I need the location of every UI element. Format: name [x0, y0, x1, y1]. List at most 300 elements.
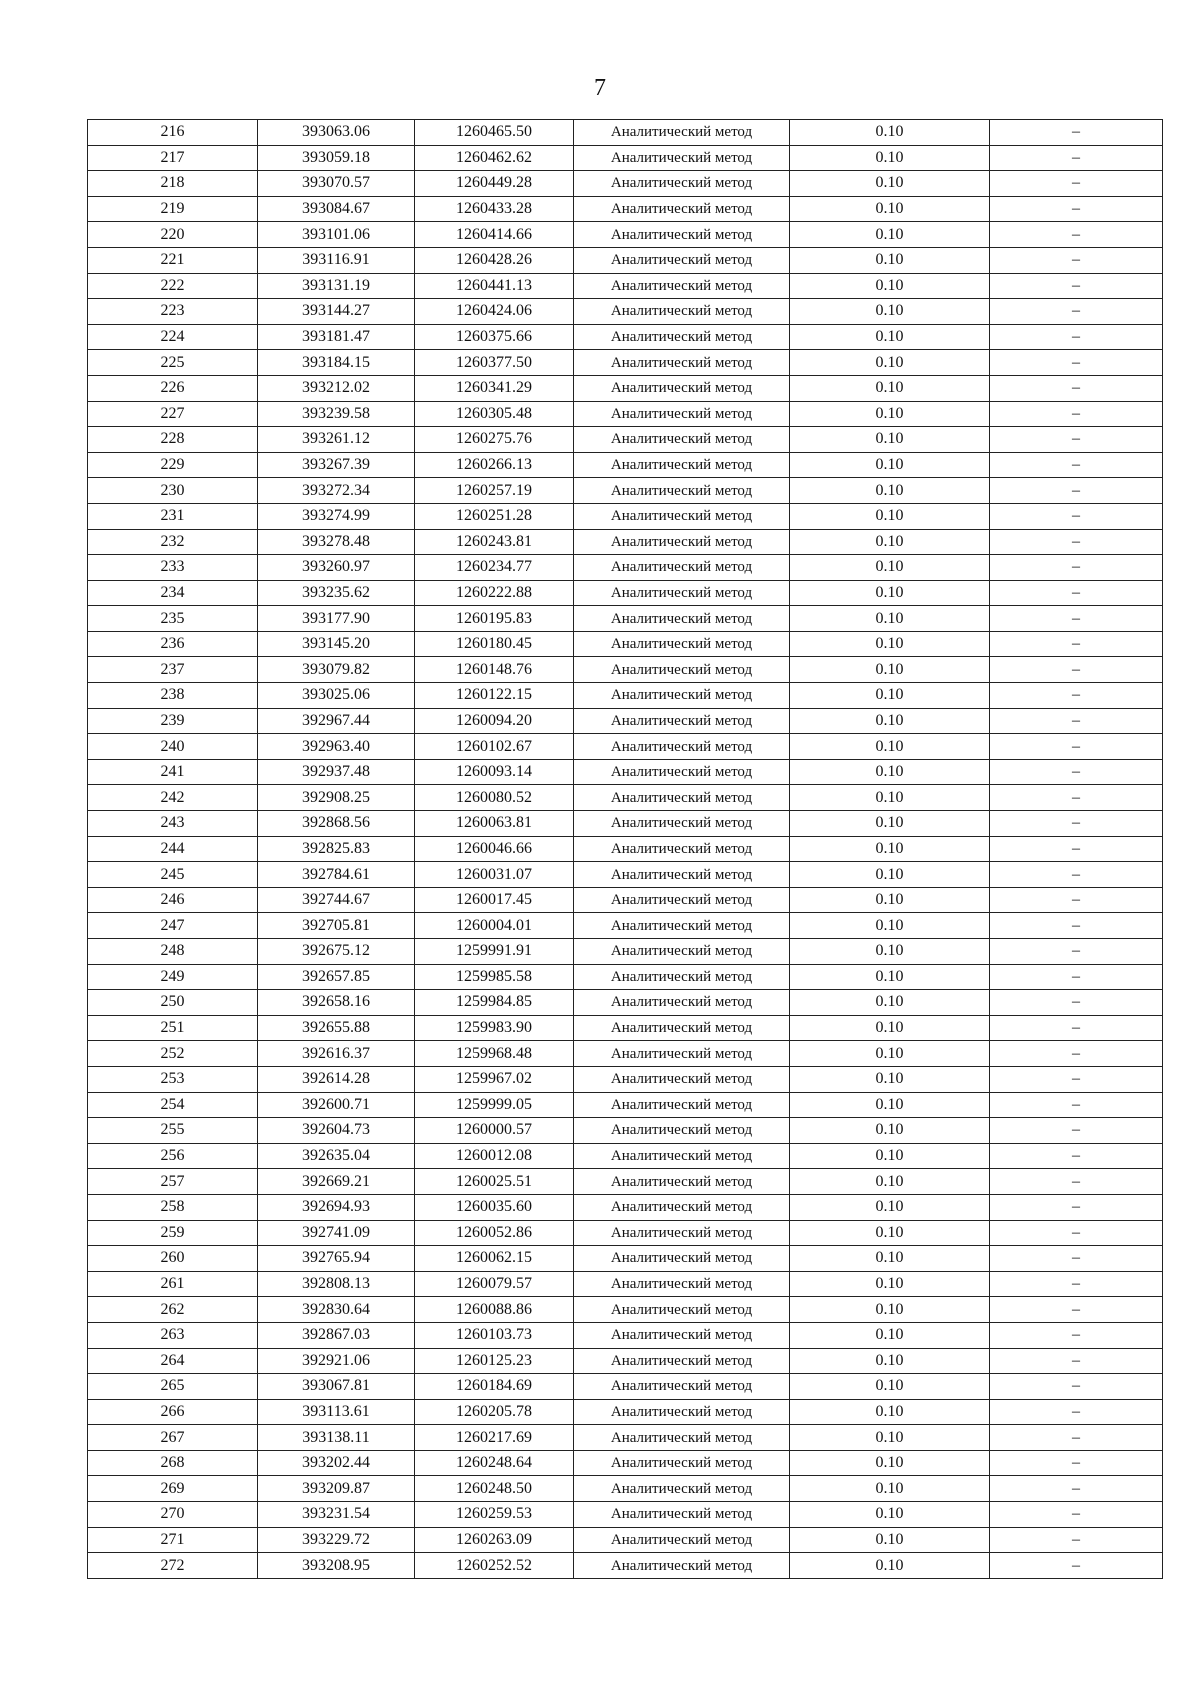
y-coordinate-cell: 1260025.51: [415, 1169, 574, 1195]
method-cell: Аналитический метод: [574, 734, 790, 760]
method-cell: Аналитический метод: [574, 1066, 790, 1092]
method-cell: Аналитический метод: [574, 120, 790, 146]
point-number-cell: 238: [88, 683, 258, 709]
accuracy-cell: 0.10: [790, 401, 990, 427]
table-row: [88, 913, 1163, 939]
table-row: [88, 171, 1163, 197]
method-cell: Аналитический метод: [574, 1322, 790, 1348]
x-coordinate-cell: 392600.71: [258, 1092, 415, 1118]
x-coordinate-cell: 392635.04: [258, 1143, 415, 1169]
accuracy-cell: 0.10: [790, 1374, 990, 1400]
x-coordinate-cell: 393059.18: [258, 145, 415, 171]
y-coordinate-cell: 1259968.48: [415, 1041, 574, 1067]
y-coordinate-cell: 1260341.29: [415, 375, 574, 401]
x-coordinate-cell: 393229.72: [258, 1527, 415, 1553]
method-cell: Аналитический метод: [574, 1143, 790, 1169]
y-coordinate-cell: 1260125.23: [415, 1348, 574, 1374]
point-number-cell: 243: [88, 811, 258, 837]
method-cell: Аналитический метод: [574, 1502, 790, 1528]
y-coordinate-cell: 1260031.07: [415, 862, 574, 888]
point-number-cell: 236: [88, 631, 258, 657]
x-coordinate-cell: 393239.58: [258, 401, 415, 427]
x-coordinate-cell: 392658.16: [258, 990, 415, 1016]
method-cell: Аналитический метод: [574, 1092, 790, 1118]
table-row: [88, 631, 1163, 657]
y-coordinate-cell: 1260441.13: [415, 273, 574, 299]
table-row: [88, 657, 1163, 683]
table-row: [88, 939, 1163, 965]
point-number-cell: 225: [88, 350, 258, 376]
table-row: [88, 1118, 1163, 1144]
accuracy-cell: 0.10: [790, 375, 990, 401]
table-row: [88, 299, 1163, 325]
point-number-cell: 229: [88, 452, 258, 478]
note-cell: –: [990, 836, 1163, 862]
method-cell: Аналитический метод: [574, 1527, 790, 1553]
point-number-cell: 267: [88, 1425, 258, 1451]
accuracy-cell: 0.10: [790, 503, 990, 529]
table-row: [88, 1476, 1163, 1502]
table-row: [88, 555, 1163, 581]
method-cell: Аналитический метод: [574, 196, 790, 222]
method-cell: Аналитический метод: [574, 1246, 790, 1272]
y-coordinate-cell: 1260088.86: [415, 1297, 574, 1323]
method-cell: Аналитический метод: [574, 631, 790, 657]
accuracy-cell: 0.10: [790, 1118, 990, 1144]
y-coordinate-cell: 1260000.57: [415, 1118, 574, 1144]
x-coordinate-cell: 393101.06: [258, 222, 415, 248]
point-number-cell: 233: [88, 555, 258, 581]
accuracy-cell: 0.10: [790, 452, 990, 478]
point-number-cell: 263: [88, 1322, 258, 1348]
accuracy-cell: 0.10: [790, 1527, 990, 1553]
accuracy-cell: 0.10: [790, 887, 990, 913]
method-cell: Аналитический метод: [574, 606, 790, 632]
point-number-cell: 266: [88, 1399, 258, 1425]
table-row: [88, 1143, 1163, 1169]
note-cell: –: [990, 1322, 1163, 1348]
method-cell: Аналитический метод: [574, 1169, 790, 1195]
method-cell: Аналитический метод: [574, 1118, 790, 1144]
note-cell: –: [990, 1220, 1163, 1246]
method-cell: Аналитический метод: [574, 555, 790, 581]
point-number-cell: 222: [88, 273, 258, 299]
y-coordinate-cell: 1260195.83: [415, 606, 574, 632]
method-cell: Аналитический метод: [574, 1348, 790, 1374]
point-number-cell: 241: [88, 759, 258, 785]
method-cell: Аналитический метод: [574, 708, 790, 734]
y-coordinate-cell: 1260243.81: [415, 529, 574, 555]
y-coordinate-cell: 1260093.14: [415, 759, 574, 785]
accuracy-cell: 0.10: [790, 1348, 990, 1374]
accuracy-cell: 0.10: [790, 1553, 990, 1579]
point-number-cell: 220: [88, 222, 258, 248]
x-coordinate-cell: 392741.09: [258, 1220, 415, 1246]
method-cell: Аналитический метод: [574, 990, 790, 1016]
accuracy-cell: 0.10: [790, 657, 990, 683]
y-coordinate-cell: 1260103.73: [415, 1322, 574, 1348]
x-coordinate-cell: 393231.54: [258, 1502, 415, 1528]
x-coordinate-cell: 392808.13: [258, 1271, 415, 1297]
point-number-cell: 261: [88, 1271, 258, 1297]
method-cell: Аналитический метод: [574, 1041, 790, 1067]
x-coordinate-cell: 393260.97: [258, 555, 415, 581]
x-coordinate-cell: 393063.06: [258, 120, 415, 146]
table-row: [88, 1297, 1163, 1323]
method-cell: Аналитический метод: [574, 1450, 790, 1476]
method-cell: Аналитический метод: [574, 427, 790, 453]
y-coordinate-cell: 1260248.64: [415, 1450, 574, 1476]
x-coordinate-cell: 392937.48: [258, 759, 415, 785]
x-coordinate-cell: 392867.03: [258, 1322, 415, 1348]
accuracy-cell: 0.10: [790, 1169, 990, 1195]
x-coordinate-cell: 392868.56: [258, 811, 415, 837]
table-row: [88, 836, 1163, 862]
accuracy-cell: 0.10: [790, 913, 990, 939]
y-coordinate-cell: 1260222.88: [415, 580, 574, 606]
point-number-cell: 258: [88, 1194, 258, 1220]
note-cell: –: [990, 1015, 1163, 1041]
table-row: [88, 1220, 1163, 1246]
note-cell: –: [990, 734, 1163, 760]
method-cell: Аналитический метод: [574, 145, 790, 171]
x-coordinate-cell: 392604.73: [258, 1118, 415, 1144]
x-coordinate-cell: 393079.82: [258, 657, 415, 683]
method-cell: Аналитический метод: [574, 913, 790, 939]
x-coordinate-cell: 392963.40: [258, 734, 415, 760]
x-coordinate-cell: 392694.93: [258, 1194, 415, 1220]
point-number-cell: 221: [88, 247, 258, 273]
method-cell: Аналитический метод: [574, 171, 790, 197]
method-cell: Аналитический метод: [574, 222, 790, 248]
x-coordinate-cell: 393025.06: [258, 683, 415, 709]
x-coordinate-cell: 393267.39: [258, 452, 415, 478]
accuracy-cell: 0.10: [790, 529, 990, 555]
note-cell: –: [990, 1092, 1163, 1118]
note-cell: –: [990, 375, 1163, 401]
accuracy-cell: 0.10: [790, 1502, 990, 1528]
y-coordinate-cell: 1260465.50: [415, 120, 574, 146]
y-coordinate-cell: 1260252.52: [415, 1553, 574, 1579]
table-row: [88, 1374, 1163, 1400]
method-cell: Аналитический метод: [574, 1015, 790, 1041]
method-cell: Аналитический метод: [574, 1476, 790, 1502]
x-coordinate-cell: 393131.19: [258, 273, 415, 299]
table-row: [88, 1322, 1163, 1348]
note-cell: –: [990, 299, 1163, 325]
y-coordinate-cell: 1260377.50: [415, 350, 574, 376]
x-coordinate-cell: 393144.27: [258, 299, 415, 325]
note-cell: –: [990, 964, 1163, 990]
table-row: [88, 1502, 1163, 1528]
point-number-cell: 271: [88, 1527, 258, 1553]
point-number-cell: 219: [88, 196, 258, 222]
point-number-cell: 259: [88, 1220, 258, 1246]
accuracy-cell: 0.10: [790, 683, 990, 709]
method-cell: Аналитический метод: [574, 299, 790, 325]
x-coordinate-cell: 392967.44: [258, 708, 415, 734]
point-number-cell: 230: [88, 478, 258, 504]
point-number-cell: 257: [88, 1169, 258, 1195]
y-coordinate-cell: 1260263.09: [415, 1527, 574, 1553]
note-cell: –: [990, 273, 1163, 299]
accuracy-cell: 0.10: [790, 299, 990, 325]
accuracy-cell: 0.10: [790, 1476, 990, 1502]
accuracy-cell: 0.10: [790, 1297, 990, 1323]
x-coordinate-cell: 392908.25: [258, 785, 415, 811]
method-cell: Аналитический метод: [574, 478, 790, 504]
method-cell: Аналитический метод: [574, 1374, 790, 1400]
y-coordinate-cell: 1260102.67: [415, 734, 574, 760]
x-coordinate-cell: 392614.28: [258, 1066, 415, 1092]
table-row: [88, 1194, 1163, 1220]
y-coordinate-cell: 1259999.05: [415, 1092, 574, 1118]
note-cell: –: [990, 1527, 1163, 1553]
y-coordinate-cell: 1260094.20: [415, 708, 574, 734]
note-cell: –: [990, 1348, 1163, 1374]
accuracy-cell: 0.10: [790, 1092, 990, 1118]
x-coordinate-cell: 393138.11: [258, 1425, 415, 1451]
x-coordinate-cell: 393181.47: [258, 324, 415, 350]
y-coordinate-cell: 1260046.66: [415, 836, 574, 862]
note-cell: –: [990, 1374, 1163, 1400]
method-cell: Аналитический метод: [574, 862, 790, 888]
point-number-cell: 242: [88, 785, 258, 811]
point-number-cell: 253: [88, 1066, 258, 1092]
table-row: [88, 222, 1163, 248]
y-coordinate-cell: 1260234.77: [415, 555, 574, 581]
table-row: [88, 350, 1163, 376]
y-coordinate-cell: 1260433.28: [415, 196, 574, 222]
accuracy-cell: 0.10: [790, 247, 990, 273]
method-cell: Аналитический метод: [574, 503, 790, 529]
table-row: [88, 1169, 1163, 1195]
note-cell: –: [990, 580, 1163, 606]
method-cell: Аналитический метод: [574, 1194, 790, 1220]
point-number-cell: 265: [88, 1374, 258, 1400]
method-cell: Аналитический метод: [574, 657, 790, 683]
accuracy-cell: 0.10: [790, 580, 990, 606]
point-number-cell: 227: [88, 401, 258, 427]
accuracy-cell: 0.10: [790, 222, 990, 248]
table-row: [88, 529, 1163, 555]
y-coordinate-cell: 1260275.76: [415, 427, 574, 453]
note-cell: –: [990, 631, 1163, 657]
x-coordinate-cell: 392830.64: [258, 1297, 415, 1323]
note-cell: –: [990, 1066, 1163, 1092]
y-coordinate-cell: 1260122.15: [415, 683, 574, 709]
point-number-cell: 272: [88, 1553, 258, 1579]
point-number-cell: 231: [88, 503, 258, 529]
accuracy-cell: 0.10: [790, 478, 990, 504]
x-coordinate-cell: 392657.85: [258, 964, 415, 990]
note-cell: –: [990, 120, 1163, 146]
accuracy-cell: 0.10: [790, 1041, 990, 1067]
table-row: [88, 1015, 1163, 1041]
y-coordinate-cell: 1260248.50: [415, 1476, 574, 1502]
table-row: [88, 452, 1163, 478]
accuracy-cell: 0.10: [790, 273, 990, 299]
note-cell: –: [990, 759, 1163, 785]
note-cell: –: [990, 1246, 1163, 1272]
y-coordinate-cell: 1260063.81: [415, 811, 574, 837]
point-number-cell: 270: [88, 1502, 258, 1528]
table-row: [88, 683, 1163, 709]
table-row: [88, 1271, 1163, 1297]
method-cell: Аналитический метод: [574, 785, 790, 811]
method-cell: Аналитический метод: [574, 683, 790, 709]
table-row: [88, 120, 1163, 146]
point-number-cell: 235: [88, 606, 258, 632]
table-row: [88, 1092, 1163, 1118]
table-row: [88, 1066, 1163, 1092]
table-row: [88, 1553, 1163, 1579]
table-row: [88, 196, 1163, 222]
point-number-cell: 217: [88, 145, 258, 171]
y-coordinate-cell: 1260017.45: [415, 887, 574, 913]
y-coordinate-cell: 1260462.62: [415, 145, 574, 171]
accuracy-cell: 0.10: [790, 1066, 990, 1092]
method-cell: Аналитический метод: [574, 375, 790, 401]
method-cell: Аналитический метод: [574, 964, 790, 990]
table-row: [88, 478, 1163, 504]
note-cell: –: [990, 683, 1163, 709]
note-cell: –: [990, 1399, 1163, 1425]
point-number-cell: 262: [88, 1297, 258, 1323]
accuracy-cell: 0.10: [790, 1399, 990, 1425]
accuracy-cell: 0.10: [790, 427, 990, 453]
x-coordinate-cell: 392825.83: [258, 836, 415, 862]
note-cell: –: [990, 1476, 1163, 1502]
x-coordinate-cell: 392744.67: [258, 887, 415, 913]
accuracy-cell: 0.10: [790, 990, 990, 1016]
note-cell: –: [990, 1271, 1163, 1297]
accuracy-cell: 0.10: [790, 939, 990, 965]
table-row: [88, 145, 1163, 171]
accuracy-cell: 0.10: [790, 1143, 990, 1169]
accuracy-cell: 0.10: [790, 1425, 990, 1451]
method-cell: Аналитический метод: [574, 1425, 790, 1451]
note-cell: –: [990, 1041, 1163, 1067]
method-cell: Аналитический метод: [574, 1399, 790, 1425]
note-cell: –: [990, 196, 1163, 222]
x-coordinate-cell: 393113.61: [258, 1399, 415, 1425]
table-row: [88, 427, 1163, 453]
point-number-cell: 250: [88, 990, 258, 1016]
table-row: [88, 862, 1163, 888]
table-row: [88, 273, 1163, 299]
method-cell: Аналитический метод: [574, 759, 790, 785]
table-row: [88, 990, 1163, 1016]
note-cell: –: [990, 555, 1163, 581]
point-number-cell: 218: [88, 171, 258, 197]
method-cell: Аналитический метод: [574, 324, 790, 350]
note-cell: –: [990, 1450, 1163, 1476]
accuracy-cell: 0.10: [790, 631, 990, 657]
point-number-cell: 249: [88, 964, 258, 990]
note-cell: –: [990, 222, 1163, 248]
point-number-cell: 228: [88, 427, 258, 453]
note-cell: –: [990, 606, 1163, 632]
x-coordinate-cell: 393184.15: [258, 350, 415, 376]
method-cell: Аналитический метод: [574, 350, 790, 376]
y-coordinate-cell: 1260217.69: [415, 1425, 574, 1451]
accuracy-cell: 0.10: [790, 734, 990, 760]
x-coordinate-cell: 392669.21: [258, 1169, 415, 1195]
method-cell: Аналитический метод: [574, 1297, 790, 1323]
point-number-cell: 260: [88, 1246, 258, 1272]
y-coordinate-cell: 1260257.19: [415, 478, 574, 504]
table-row: [88, 708, 1163, 734]
note-cell: –: [990, 887, 1163, 913]
method-cell: Аналитический метод: [574, 247, 790, 273]
method-cell: Аналитический метод: [574, 529, 790, 555]
table-row: [88, 887, 1163, 913]
y-coordinate-cell: 1260180.45: [415, 631, 574, 657]
note-cell: –: [990, 1502, 1163, 1528]
point-number-cell: 226: [88, 375, 258, 401]
x-coordinate-cell: 393202.44: [258, 1450, 415, 1476]
note-cell: –: [990, 452, 1163, 478]
y-coordinate-cell: 1260414.66: [415, 222, 574, 248]
x-coordinate-cell: 392616.37: [258, 1041, 415, 1067]
y-coordinate-cell: 1260035.60: [415, 1194, 574, 1220]
y-coordinate-cell: 1260062.15: [415, 1246, 574, 1272]
point-number-cell: 245: [88, 862, 258, 888]
accuracy-cell: 0.10: [790, 350, 990, 376]
accuracy-cell: 0.10: [790, 145, 990, 171]
page-number: 7: [594, 75, 606, 101]
point-number-cell: 264: [88, 1348, 258, 1374]
point-number-cell: 251: [88, 1015, 258, 1041]
accuracy-cell: 0.10: [790, 1246, 990, 1272]
note-cell: –: [990, 1118, 1163, 1144]
method-cell: Аналитический метод: [574, 1271, 790, 1297]
x-coordinate-cell: 392705.81: [258, 913, 415, 939]
point-number-cell: 252: [88, 1041, 258, 1067]
y-coordinate-cell: 1260375.66: [415, 324, 574, 350]
y-coordinate-cell: 1260205.78: [415, 1399, 574, 1425]
accuracy-cell: 0.10: [790, 759, 990, 785]
y-coordinate-cell: 1259983.90: [415, 1015, 574, 1041]
note-cell: –: [990, 529, 1163, 555]
point-number-cell: 247: [88, 913, 258, 939]
method-cell: Аналитический метод: [574, 939, 790, 965]
y-coordinate-cell: 1260305.48: [415, 401, 574, 427]
table-row: [88, 375, 1163, 401]
method-cell: Аналитический метод: [574, 273, 790, 299]
point-number-cell: 256: [88, 1143, 258, 1169]
y-coordinate-cell: 1260449.28: [415, 171, 574, 197]
table-row: [88, 1425, 1163, 1451]
y-coordinate-cell: 1259967.02: [415, 1066, 574, 1092]
y-coordinate-cell: 1260080.52: [415, 785, 574, 811]
point-number-cell: 239: [88, 708, 258, 734]
y-coordinate-cell: 1259985.58: [415, 964, 574, 990]
table-row: [88, 401, 1163, 427]
table-row: [88, 580, 1163, 606]
table-row: [88, 1527, 1163, 1553]
y-coordinate-cell: 1260251.28: [415, 503, 574, 529]
note-cell: –: [990, 324, 1163, 350]
point-number-cell: 246: [88, 887, 258, 913]
point-number-cell: 237: [88, 657, 258, 683]
table-row: [88, 1399, 1163, 1425]
table-row: [88, 1041, 1163, 1067]
note-cell: –: [990, 939, 1163, 965]
note-cell: –: [990, 1425, 1163, 1451]
y-coordinate-cell: 1260004.01: [415, 913, 574, 939]
